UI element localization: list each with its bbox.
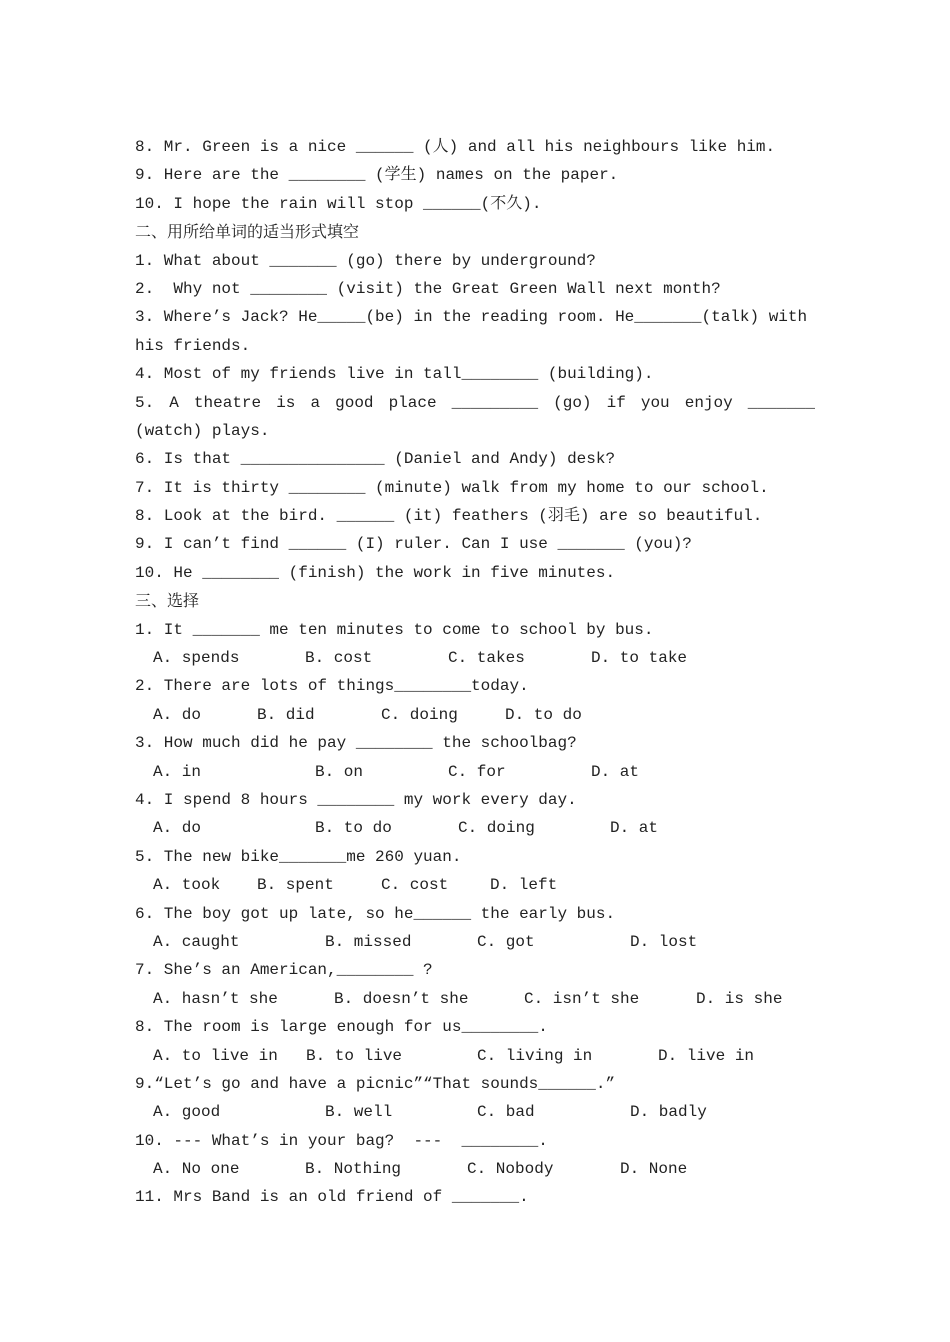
- question-line: 8. Mr. Green is a nice ______ (人) and all his neighbours like him.: [135, 138, 776, 156]
- question-line: his friends.: [135, 336, 251, 355]
- options-line: [135, 814, 825, 842]
- answer-option: C. for: [448, 762, 506, 781]
- question-line: 1. It _______ me ten minutes to come to school by bus.: [135, 620, 654, 639]
- multiple-choice-list: [135, 616, 825, 1212]
- answer-option: B. Nothing: [305, 1160, 402, 1179]
- question-line: 7. It is thirty ________ (minute) walk from my home to our school.: [135, 478, 769, 497]
- answer-option: D. None: [620, 1160, 688, 1179]
- answer-option: B. on: [315, 762, 364, 781]
- answer-option: B. well: [325, 1103, 393, 1122]
- options-line: [135, 1098, 825, 1126]
- question-line: 10. He ________ (finish) the work in five minutes.: [135, 563, 616, 582]
- question-line: 2. Why not ________ (visit) the Great Green Wall next month?: [135, 279, 721, 298]
- options-line: [135, 701, 825, 729]
- options-line: [135, 985, 825, 1013]
- answer-option: C. living in: [477, 1046, 593, 1065]
- options-line: [135, 1042, 825, 1070]
- section-heading: 二、用所给单词的适当形式填空: [135, 222, 360, 242]
- answer-option: D. to do: [505, 705, 582, 724]
- question-line: 1. What about _______ (go) there by underground?: [135, 251, 596, 270]
- options-line: [135, 1155, 825, 1183]
- answer-option: A. do: [153, 819, 202, 838]
- question-line: 6. The boy got up late, so he______ the early bus.: [135, 904, 616, 923]
- answer-option: D. at: [591, 762, 640, 781]
- answer-option: D. left: [490, 876, 558, 895]
- question-line: 10. --- What’s in your bag? --- ________.: [135, 1131, 548, 1150]
- answer-option: D. is she: [696, 989, 783, 1008]
- section-heading: 三、选择: [135, 591, 200, 611]
- options-line: [135, 758, 825, 786]
- answer-option: B. missed: [325, 932, 412, 951]
- answer-option: C. takes: [448, 649, 525, 668]
- answer-option: C. bad: [477, 1103, 535, 1122]
- answer-option: C. cost: [381, 876, 449, 895]
- question-line: 3. How much did he pay ________ the schoolbag?: [135, 734, 577, 753]
- answer-option: D. badly: [630, 1103, 707, 1122]
- options-line: [135, 871, 825, 899]
- answer-option: B. doesn’t she: [334, 989, 469, 1008]
- answer-option: D. lost: [630, 932, 698, 951]
- answer-option: D. at: [610, 819, 659, 838]
- question-line: 11. Mrs Band is an old friend of _______.: [135, 1188, 529, 1207]
- question-line: 8. Look at the bird. ______ (it) feathers (羽毛) are so beautiful.: [135, 507, 763, 526]
- question-line: 3. Where’s Jack? He_____(be) in the reading room. He_______(talk) with: [135, 308, 808, 327]
- answer-option: A. to live in: [153, 1046, 278, 1065]
- question-line: 5. A theatre is a good place _________ (go) if you enjoy _______: [135, 393, 815, 412]
- question-line: 2. There are lots of things________today.: [135, 677, 529, 696]
- question-line: 5. The new bike_______me 260 yuan.: [135, 847, 462, 866]
- question-line: 10. I hope the rain will stop ______(不久).: [135, 194, 542, 213]
- answer-option: A. in: [153, 762, 202, 781]
- options-line: [135, 928, 825, 956]
- answer-option: C. got: [477, 932, 535, 951]
- options-line: [135, 644, 825, 672]
- answer-option: B. cost: [305, 649, 373, 668]
- answer-option: C. doing: [381, 705, 458, 724]
- question-line: 4. Most of my friends live in tall________ (building).: [135, 365, 654, 384]
- answer-option: B. did: [257, 705, 315, 724]
- answer-option: D. to take: [591, 649, 688, 668]
- question-line: 6. Is that _______________ (Daniel and Andy) desk?: [135, 450, 616, 469]
- question-line: (watch) plays.: [135, 421, 270, 440]
- answer-option: C. isn’t she: [524, 989, 640, 1008]
- answer-option: D. live in: [658, 1046, 755, 1065]
- answer-option: A. hasn’t she: [153, 989, 278, 1008]
- question-line: 9. Here are the ________ (学生) names on the paper.: [135, 166, 619, 185]
- answer-option: A. do: [153, 705, 202, 724]
- answer-option: B. spent: [257, 876, 334, 895]
- answer-option: A. took: [153, 876, 221, 895]
- question-line: 9.“Let’s go and have a picnic”“That sounds______.”: [135, 1074, 616, 1093]
- answer-option: C. doing: [458, 819, 535, 838]
- answer-option: A. No one: [153, 1160, 240, 1179]
- worksheet: [135, 133, 825, 1212]
- question-line: 9. I can’t find ______ (I) ruler. Can I use _______ (you)?: [135, 535, 692, 554]
- answer-option: A. caught: [153, 932, 240, 951]
- answer-option: A. spends: [153, 649, 240, 668]
- answer-option: A. good: [153, 1103, 221, 1122]
- question-line: 7. She’s an American,________ ?: [135, 961, 433, 980]
- question-line: 8. The room is large enough for us________.: [135, 1018, 548, 1037]
- question-line: 4. I spend 8 hours ________ my work every day.: [135, 790, 577, 809]
- answer-option: B. to do: [315, 819, 392, 838]
- answer-option: C. Nobody: [467, 1160, 554, 1179]
- answer-option: B. to live: [306, 1046, 403, 1065]
